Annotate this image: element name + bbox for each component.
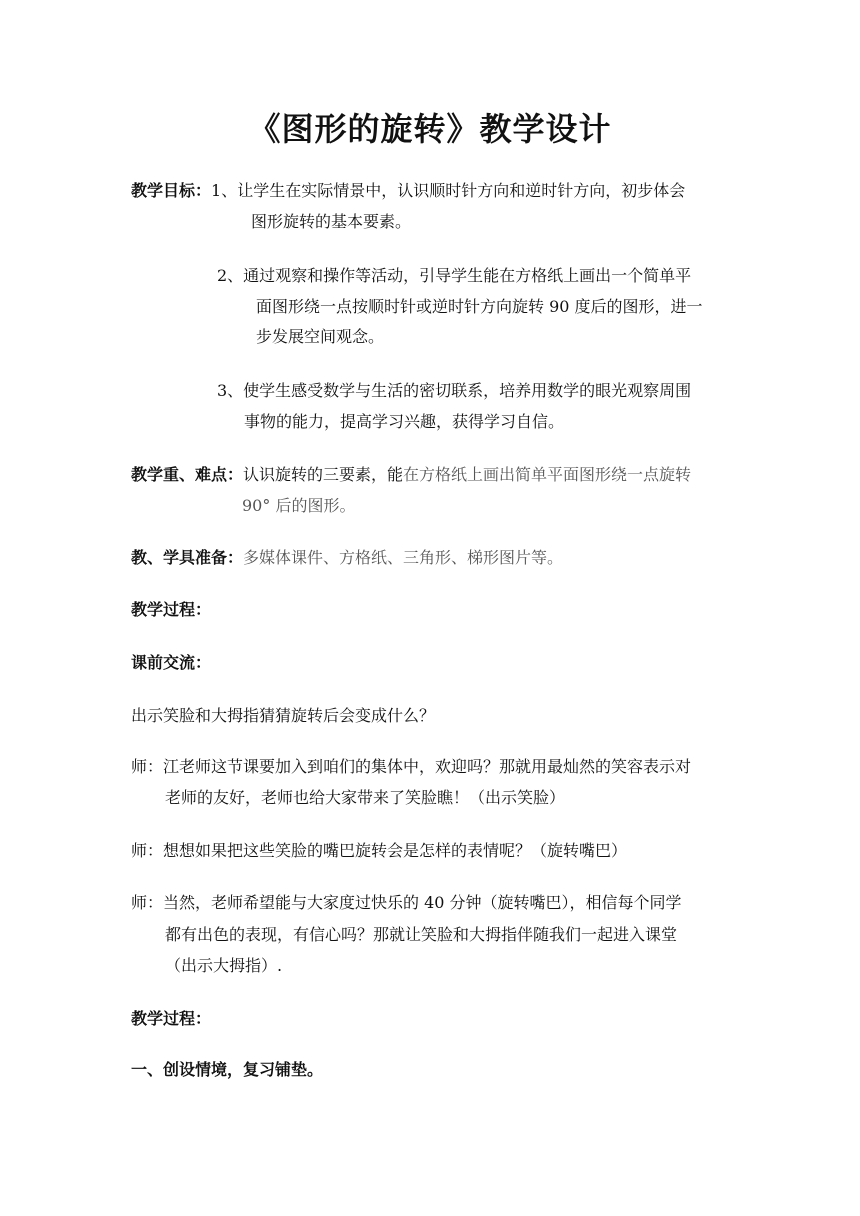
prep-text: 多媒体课件、方格纸、三角形、梯形图片等。 bbox=[243, 548, 564, 567]
keypoints-line-2: 90° 后的图形。 bbox=[242, 496, 356, 515]
goals-line-1 bbox=[131, 181, 685, 201]
section-1-heading: 一、创设情境，复习铺垫。 bbox=[131, 1060, 324, 1079]
goal-1-continuation: 图形旋转的基本要素。 bbox=[251, 212, 412, 231]
paragraph-3: 师：想想如果把这些笑脸的嘴巴旋转会是怎样的表情呢？（旋转嘴巴） bbox=[131, 841, 628, 860]
goals-label: 教学目标： bbox=[131, 181, 212, 200]
paragraph-4-line-3: （出示大拇指）. bbox=[165, 956, 283, 975]
goal-3-line-1: 3、使学生感受数学与生活的密切联系，培养用数学的眼光观察周围 bbox=[217, 381, 692, 400]
prep-label: 教、学具准备： bbox=[131, 548, 244, 567]
paragraph-4-line-1: 师：当然，老师希望能与大家度过快乐的 40 分钟（旋转嘴巴），相信每个同学 bbox=[131, 893, 682, 912]
goal-1-text: 1、让学生在实际情景中，认识顺时针方向和逆时针方向，初步体会 bbox=[211, 181, 686, 200]
keypoints-label: 教学重、难点： bbox=[131, 465, 244, 484]
keypoints-text-b: 在方格纸上画出简单平面图形绕一点旋转 bbox=[403, 465, 692, 484]
paragraph-4-line-2: 都有出色的表现，有信心吗？那就让笑脸和大拇指伴随我们一起进入课堂 bbox=[165, 925, 678, 944]
keypoints-line-1 bbox=[131, 465, 691, 485]
document-title: 《图形的旋转》教学设计 bbox=[248, 110, 612, 148]
process-heading-2: 教学过程： bbox=[131, 1009, 212, 1028]
goal-2-line-1: 2、通过观察和操作等活动，引导学生能在方格纸上画出一个简单平 bbox=[217, 266, 692, 285]
paragraph-1: 出示笑脸和大拇指猜猜旋转后会变成什么？ bbox=[131, 706, 436, 725]
paragraph-2-line-2: 老师的友好，老师也给大家带来了笑脸瞧！（出示笑脸） bbox=[165, 788, 566, 807]
goal-2-line-3: 步发展空间观念。 bbox=[256, 327, 385, 346]
process-heading: 教学过程： bbox=[131, 600, 212, 619]
keypoints-text-a: 认识旋转的三要素，能 bbox=[243, 465, 404, 484]
paragraph-2-line-1: 师：江老师这节课要加入到咱们的集体中，欢迎吗？那就用最灿然的笑容表示对 bbox=[131, 757, 692, 776]
prep-line bbox=[131, 548, 563, 568]
pre-class-heading: 课前交流： bbox=[131, 653, 212, 672]
goal-3-line-2: 事物的能力，提高学习兴趣，获得学习自信。 bbox=[244, 412, 565, 431]
goal-2-line-2: 面图形绕一点按顺时针或逆时针方向旋转 90 度后的图形，进一 bbox=[256, 297, 703, 316]
